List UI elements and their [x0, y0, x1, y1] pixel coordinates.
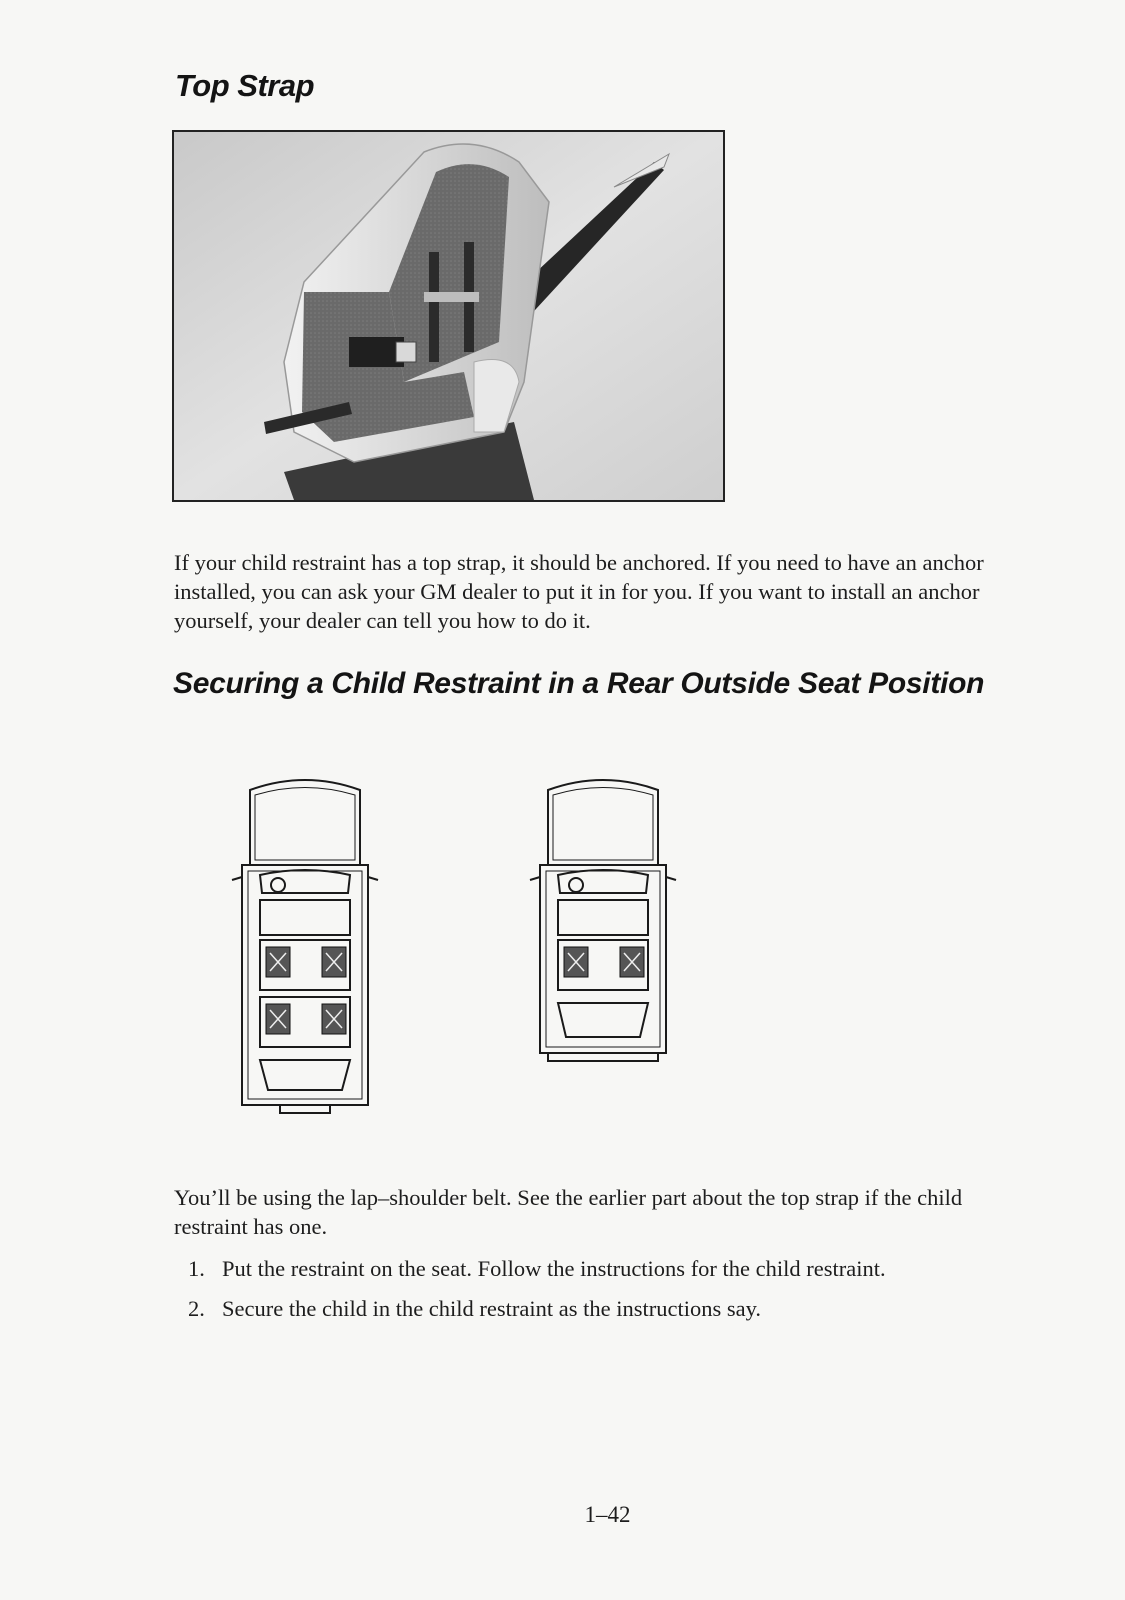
instruction-step-1 — [176, 1254, 976, 1283]
instruction-steps-list — [176, 1254, 976, 1334]
step-number: 2. — [188, 1296, 205, 1321]
section-heading-top-strap: Top Strap — [175, 68, 315, 103]
top-strap-paragraph: If your child restraint has a top strap, it should be anchored. If you need to have an anchor installed, you can ask your GM dealer to put it in for you. If you want to install an anchor yourself, your dealer can tell you how to do it. — [174, 550, 984, 633]
section-heading-rear-outside-seat: Securing a Child Restraint in a Rear Outside Seat Position — [173, 667, 985, 700]
step-number: 1. — [188, 1256, 205, 1281]
vehicle-top-view-two-rows-diagram — [528, 775, 678, 1075]
step-text: Secure the child in the child restraint as the instructions say. — [222, 1296, 762, 1321]
vehicle-top-view-three-rows-diagram — [230, 775, 380, 1125]
instruction-step-2 — [176, 1294, 976, 1323]
page-number: 1–42 — [584, 1502, 631, 1527]
step-text: Put the restraint on the seat. Follow the instructions for the child restraint. — [222, 1256, 886, 1281]
child-seat-top-strap-photo — [172, 130, 725, 502]
lap-shoulder-belt-paragraph: You’ll be using the lap–shoulder belt. See the earlier part about the top strap if the child restraint has one. — [174, 1185, 963, 1239]
